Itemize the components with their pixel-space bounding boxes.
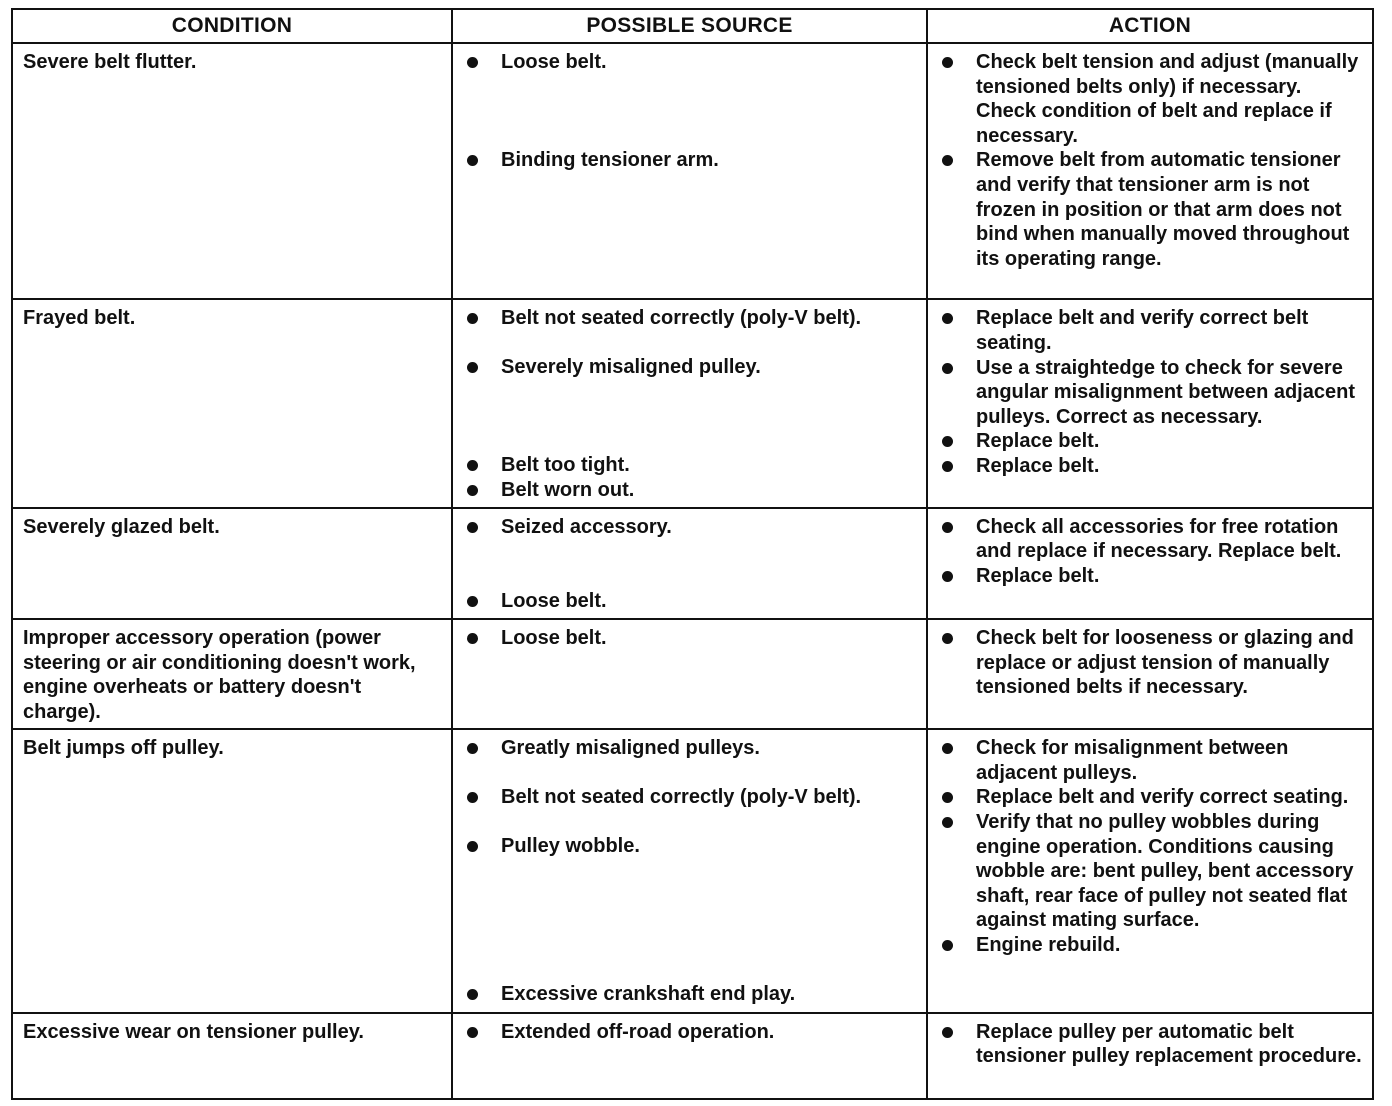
action-cell: [927, 508, 1373, 619]
bullet-icon: [938, 810, 976, 933]
bullet-icon: [938, 356, 976, 430]
source-entry: [463, 478, 918, 503]
source-cell: [452, 1013, 927, 1099]
source-text: Belt too tight.: [501, 454, 630, 477]
action-text: Replace belt.: [976, 455, 1100, 478]
source-text: Severely misaligned pulley.: [501, 356, 761, 379]
source-cell: [452, 299, 927, 507]
bullet-icon: [463, 626, 501, 651]
source-text: Seized accessory.: [501, 515, 672, 538]
condition-cell: Excessive wear on tensioner pulley.: [12, 1013, 452, 1099]
source-cell: [452, 729, 927, 1013]
diagnosis-table-container: [11, 8, 1372, 1100]
bullet-icon: [463, 1020, 501, 1045]
source-text: Belt not seated correctly (poly-V belt).: [501, 786, 862, 809]
source-text: Belt worn out.: [501, 479, 635, 502]
bullet-icon: [938, 429, 976, 454]
bullet-icon: [938, 454, 976, 479]
action-text: Check belt tension and adjust (manually tensioned belts only) if necessary. Check condition of belt and replace if necessary.: [976, 51, 1359, 147]
bullet-icon: [938, 1020, 976, 1069]
source-text: Binding tensioner arm.: [501, 149, 719, 171]
source-entry: [463, 515, 918, 589]
source-entry: [463, 453, 918, 478]
action-entry: [938, 810, 1364, 933]
source-entry: [463, 355, 918, 453]
action-text: Check all accessories for free rotation and replace if necessary. Replace belt.: [976, 515, 1342, 563]
source-entry: [463, 982, 918, 1007]
table-row: [12, 43, 1373, 299]
bullet-icon: [463, 453, 501, 478]
condition-cell: Severely glazed belt.: [12, 508, 452, 619]
action-cell: [927, 1013, 1373, 1099]
source-text: Excessive crankshaft end play.: [501, 983, 796, 1006]
action-text: Verify that no pulley wobbles during engine operation. Conditions causing wobble are: bent pulley, bent accessory shaft, rear face of pulley not seated flat against mating surface.: [976, 811, 1354, 932]
bullet-icon: [938, 148, 976, 271]
table-row: [12, 1013, 1373, 1099]
source-entry: [463, 1020, 918, 1045]
bullet-icon: [463, 589, 501, 614]
source-entry: [463, 589, 918, 614]
action-entry: [938, 933, 1364, 958]
source-entry: [463, 785, 918, 834]
table-row: [12, 619, 1373, 729]
action-entry: [938, 515, 1364, 564]
action-text: Replace belt and verify correct seating.: [976, 786, 1349, 809]
source-text: Loose belt.: [501, 589, 607, 612]
table-row: [12, 508, 1373, 619]
action-cell: [927, 299, 1373, 507]
action-text: Replace belt.: [976, 430, 1100, 453]
source-entry: [463, 148, 918, 173]
source-cell: [452, 619, 927, 729]
condition-cell: Belt jumps off pulley.: [12, 729, 452, 1013]
action-entry: [938, 626, 1364, 700]
action-entry: [938, 564, 1364, 589]
source-cell: [452, 43, 927, 299]
action-entry: [938, 50, 1364, 148]
action-header: ACTION: [927, 9, 1373, 43]
source-entry: [463, 736, 918, 785]
source-entry: [463, 834, 918, 982]
bullet-icon: [938, 306, 976, 355]
source-text: Loose belt.: [501, 51, 607, 73]
source-entry: [463, 306, 918, 355]
action-entry: [938, 306, 1364, 355]
action-text: Engine rebuild.: [976, 934, 1121, 957]
source-cell: [452, 508, 927, 619]
bullet-icon: [463, 515, 501, 589]
bullet-icon: [463, 50, 501, 148]
bullet-icon: [463, 834, 501, 982]
action-cell: [927, 43, 1373, 299]
condition-header: CONDITION: [12, 9, 452, 43]
action-entry: [938, 356, 1364, 430]
possible-source-header: POSSIBLE SOURCE: [452, 9, 927, 43]
action-entry: [938, 429, 1364, 454]
action-entry: [938, 1020, 1364, 1069]
table-row: [12, 299, 1373, 507]
action-text: Use a straightedge to check for severe angular misalignment between adjacent pulleys. Correct as necessary.: [976, 356, 1355, 428]
condition-cell: Frayed belt.: [12, 299, 452, 507]
source-entry: [463, 626, 918, 651]
action-text: Replace belt and verify correct belt seating.: [976, 307, 1309, 355]
diagnosis-table: [11, 8, 1374, 1100]
condition-cell: Improper accessory operation (power steering or air conditioning doesn't work, engine overheats or battery doesn't charge).: [12, 619, 452, 729]
bullet-icon: [463, 736, 501, 785]
header-row: [12, 9, 1373, 43]
bullet-icon: [463, 306, 501, 355]
action-cell: [927, 619, 1373, 729]
action-entry: [938, 736, 1364, 785]
bullet-icon: [938, 626, 976, 700]
condition-cell: Severe belt flutter.: [12, 43, 452, 299]
action-text: Check for misalignment between adjacent pulleys.: [976, 737, 1289, 784]
source-text: Extended off-road operation.: [501, 1020, 775, 1043]
bullet-icon: [938, 50, 976, 148]
bullet-icon: [938, 515, 976, 564]
action-text: Replace pulley per automatic belt tensioner pulley replacement procedure.: [976, 1020, 1362, 1068]
source-text: Loose belt.: [501, 627, 607, 650]
bullet-icon: [938, 933, 976, 958]
action-text: Remove belt from automatic tensioner and verify that tensioner arm is not frozen in position or that arm does not bind when manually moved throughout its operating range.: [976, 149, 1350, 270]
bullet-icon: [463, 148, 501, 173]
action-cell: [927, 729, 1373, 1013]
bullet-icon: [938, 564, 976, 589]
bullet-icon: [463, 355, 501, 453]
bullet-icon: [463, 478, 501, 503]
source-entry: [463, 50, 918, 148]
action-entry: [938, 785, 1364, 810]
bullet-icon: [938, 785, 976, 810]
action-entry: [938, 148, 1364, 271]
action-entry: [938, 454, 1364, 479]
source-text: Greatly misaligned pulleys.: [501, 737, 760, 760]
bullet-icon: [463, 785, 501, 834]
bullet-icon: [463, 982, 501, 1007]
action-text: Replace belt.: [976, 565, 1100, 588]
table-row: [12, 729, 1373, 1013]
action-text: Check belt for looseness or glazing and replace or adjust tension of manually tensioned belts if necessary.: [976, 627, 1354, 699]
source-text: Pulley wobble.: [501, 835, 640, 858]
source-text: Belt not seated correctly (poly-V belt).: [501, 307, 862, 330]
bullet-icon: [938, 736, 976, 785]
